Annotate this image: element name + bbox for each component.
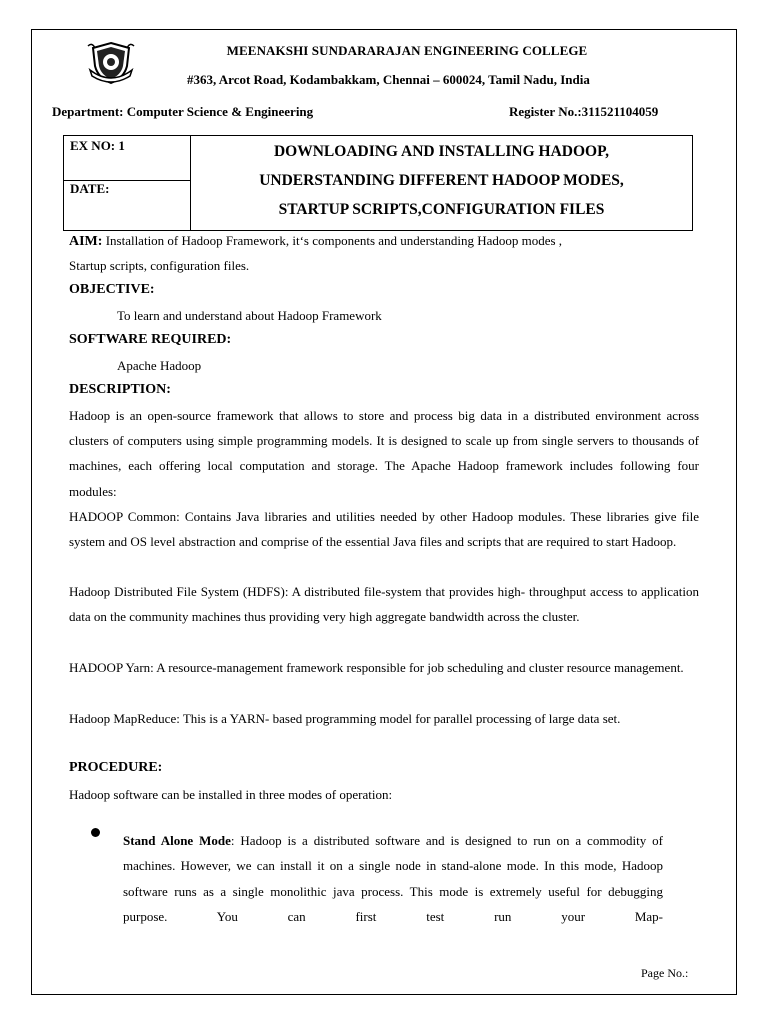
bullet-icon — [91, 828, 100, 837]
exercise-title-line-2: UNDERSTANDING DIFFERENT HADOOP MODES, — [259, 172, 624, 189]
procedure-heading: PROCEDURE: — [69, 760, 163, 775]
procedure-intro: Hadoop software can be installed in three modes of operation: — [69, 787, 393, 802]
aim-label: AIM: — [69, 234, 103, 249]
page-number: Page No.: — [641, 966, 689, 980]
stand-alone-mode-label: Stand Alone Mode — [123, 833, 231, 848]
description-paragraph-intro: Hadoop is an open-source framework that allows to store and process big data in a distributed environment across clusters of computers using simple programming models. It is designed to scale up from single servers to thousands of machines, each offering local computation and storage. The Apache Hadoop framework includes following four modules: — [69, 408, 699, 499]
exercise-title-line-3: STARTUP SCRIPTS,CONFIGURATION FILES — [278, 201, 605, 218]
aim-text: Installation of Hadoop Framework, it‘s components and understanding Hadoop modes , — [102, 233, 563, 248]
register-number: Register No.:311521104059 — [509, 104, 659, 119]
stand-alone-mode-item — [123, 828, 663, 930]
aim-text-continued: Startup scripts, configuration files. — [69, 258, 250, 273]
description-paragraph-common: HADOOP Common: Contains Java libraries and utilities needed by other Hadoop modules. These libraries give file system and OS level abstraction and comprise of the essential Java files and scripts that are required to start Hadoop. — [69, 509, 699, 550]
description-paragraph-mapreduce: Hadoop MapReduce: This is a YARN- based programming model for parallel processing of large data set. — [69, 711, 621, 726]
aim-line — [69, 233, 562, 250]
exercise-date: DATE: — [70, 181, 110, 196]
exercise-header-table — [63, 135, 693, 231]
exercise-title — [191, 136, 692, 230]
description-paragraph-hdfs: Hadoop Distributed File System (HDFS): A distributed file-system that provides high- throughput access to application data on the community machines thus providing very high aggregate bandwidth across the cluster. — [69, 584, 699, 625]
college-name: MEENAKSHI SUNDARARAJAN ENGINEERING COLLEGE — [226, 43, 588, 58]
stand-alone-mode-text: : Hadoop is a distributed software and is designed to run on a commodity of machines. However, we can install it on a single node in stand-alone mode. In this mode, Hadoop software runs as a single monolithic java process. This mode is extremely useful for debugging purpose. You can first test run your Map- — [123, 833, 664, 925]
exercise-title-line-1: DOWNLOADING AND INSTALLING HADOOP, — [273, 143, 610, 160]
description-heading: DESCRIPTION: — [69, 382, 171, 397]
college-address: #363, Arcot Road, Kodambakkam, Chennai – 600024, Tamil Nadu, India — [187, 72, 590, 87]
objective-heading: OBJECTIVE: — [69, 282, 155, 297]
objective-text: To learn and understand about Hadoop Framework — [117, 308, 382, 323]
department-label: Department: Computer Science & Engineering — [52, 104, 314, 119]
software-heading: SOFTWARE REQUIRED: — [69, 332, 232, 347]
description-paragraph-yarn: HADOOP Yarn: A resource-management framework responsible for job scheduling and cluster resource management. — [69, 660, 684, 675]
exercise-number: EX NO: 1 — [64, 136, 190, 181]
software-text: Apache Hadoop — [117, 358, 202, 373]
exercise-info-cell — [64, 136, 191, 230]
